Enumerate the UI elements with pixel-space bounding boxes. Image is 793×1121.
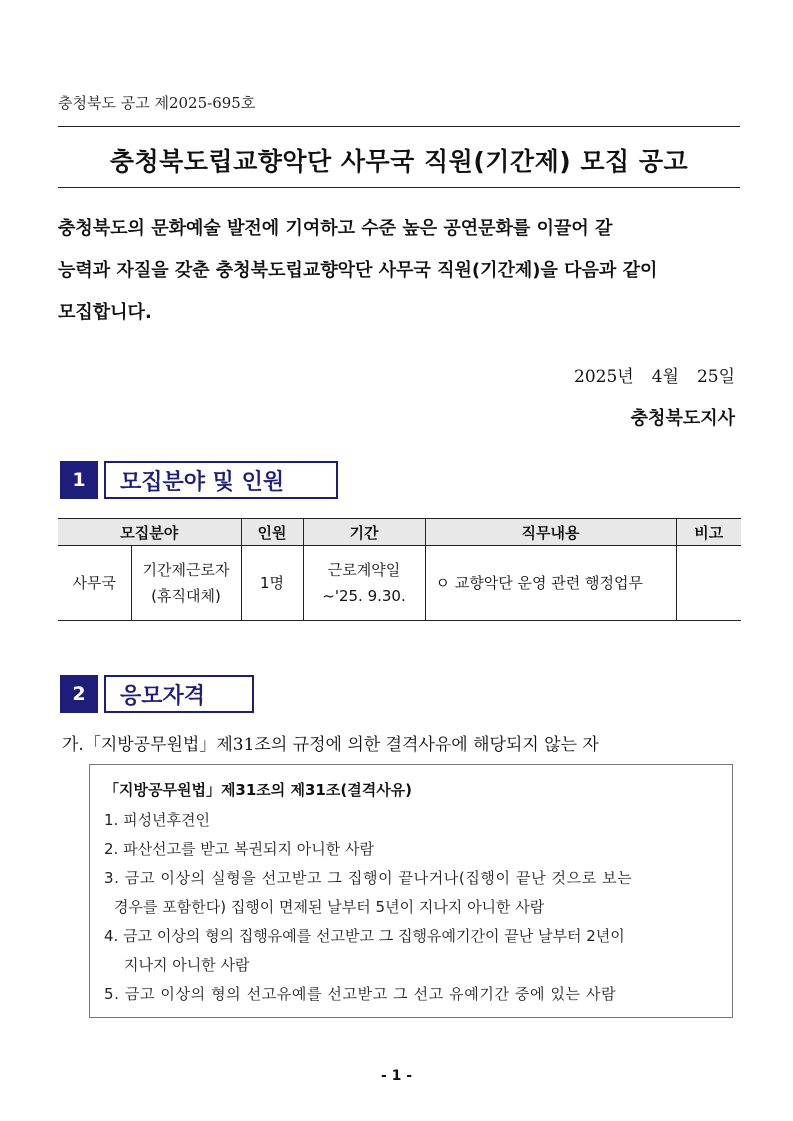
box-item-4: 4. 금고 이상의 형의 집행유예를 선고받고 그 집행유예기간이 끝난 날부터 2년이 xyxy=(104,927,625,945)
table-row xyxy=(58,546,741,621)
header-field: 모집분야 xyxy=(58,519,241,546)
page-title: 충청북도립교향악단 사무국 직원(기간제) 모집 공고 xyxy=(109,147,689,176)
box-item-2: 2. 파산선고를 받고 복권되지 아니한 사람 xyxy=(104,840,374,858)
section-1-title: 모집분야 및 인원 xyxy=(104,461,338,499)
header-period: 기간 xyxy=(303,519,425,546)
cell-duty: ㅇ 교향악단 운영 관련 행정업무 xyxy=(425,546,676,621)
signer: 충청북도지사 xyxy=(630,408,735,429)
cell-count: 1명 xyxy=(241,546,303,621)
box-item-4-cont: 지나지 아니한 사람 xyxy=(124,956,250,974)
box-item-3: 3. 금고 이상의 실형을 선고받고 그 집행이 끝나거나(집행이 끝난 것으로 보는 xyxy=(104,869,633,887)
cell-type-line2: (휴직대체) xyxy=(151,587,221,605)
cell-period-line1: 근로계약일 xyxy=(327,561,401,579)
header-count: 인원 xyxy=(241,519,303,546)
title-bottom-rule xyxy=(58,187,740,188)
page-number: - 1 - xyxy=(380,1068,413,1084)
disqualification-box xyxy=(89,764,733,1018)
qualification-a: 가.「지방공무원법」제31조의 규정에 의한 결격사유에 해당되지 않는 자 xyxy=(62,735,599,755)
section-1-heading xyxy=(60,461,338,499)
cell-type-line1: 기간제근로자 xyxy=(142,561,230,579)
section-2-title: 응모자격 xyxy=(104,675,254,713)
cell-type xyxy=(131,546,241,621)
title-top-rule xyxy=(58,126,740,127)
cell-dept: 사무국 xyxy=(58,546,131,621)
section-2-heading xyxy=(60,675,254,713)
intro-line-1: 충청북도의 문화예술 발전에 기여하고 수준 높은 공연문화를 이끌어 갈 xyxy=(58,218,613,239)
box-title: 「지방공무원법」제31조의 제31조(결격사유) xyxy=(104,781,413,799)
notice-number: 충청북도 공고 제2025-695호 xyxy=(58,94,256,112)
cell-period-line2: ~'25. 9.30. xyxy=(322,587,406,605)
intro-line-2: 능력과 자질을 갖춘 충청북도립교향악단 사무국 직원(기간제)을 다음과 같이 xyxy=(58,260,658,281)
date-day: 25일 xyxy=(696,367,735,387)
intro-line-3: 모집합니다. xyxy=(58,302,152,323)
cell-note xyxy=(676,546,741,621)
box-item-5: 5. 금고 이상의 형의 선고유예를 선고받고 그 선고 유예기간 중에 있는 사람 xyxy=(104,985,617,1003)
header-duty: 직무내용 xyxy=(425,519,676,546)
table-header-row xyxy=(58,519,741,546)
intro-paragraph xyxy=(58,208,740,334)
box-item-1: 1. 피성년후견인 xyxy=(104,811,211,829)
header-note: 비고 xyxy=(676,519,741,546)
recruitment-table xyxy=(58,518,741,621)
section-2-number: 2 xyxy=(60,675,98,713)
cell-period xyxy=(303,546,425,621)
notice-date xyxy=(574,362,735,387)
date-year: 2025년 xyxy=(574,367,634,387)
section-1-number: 1 xyxy=(60,461,98,499)
date-month: 4월 xyxy=(651,367,679,387)
box-item-3-cont: 경우를 포함한다) 집행이 면제된 날부터 5년이 지나지 아니한 사람 xyxy=(114,898,545,916)
